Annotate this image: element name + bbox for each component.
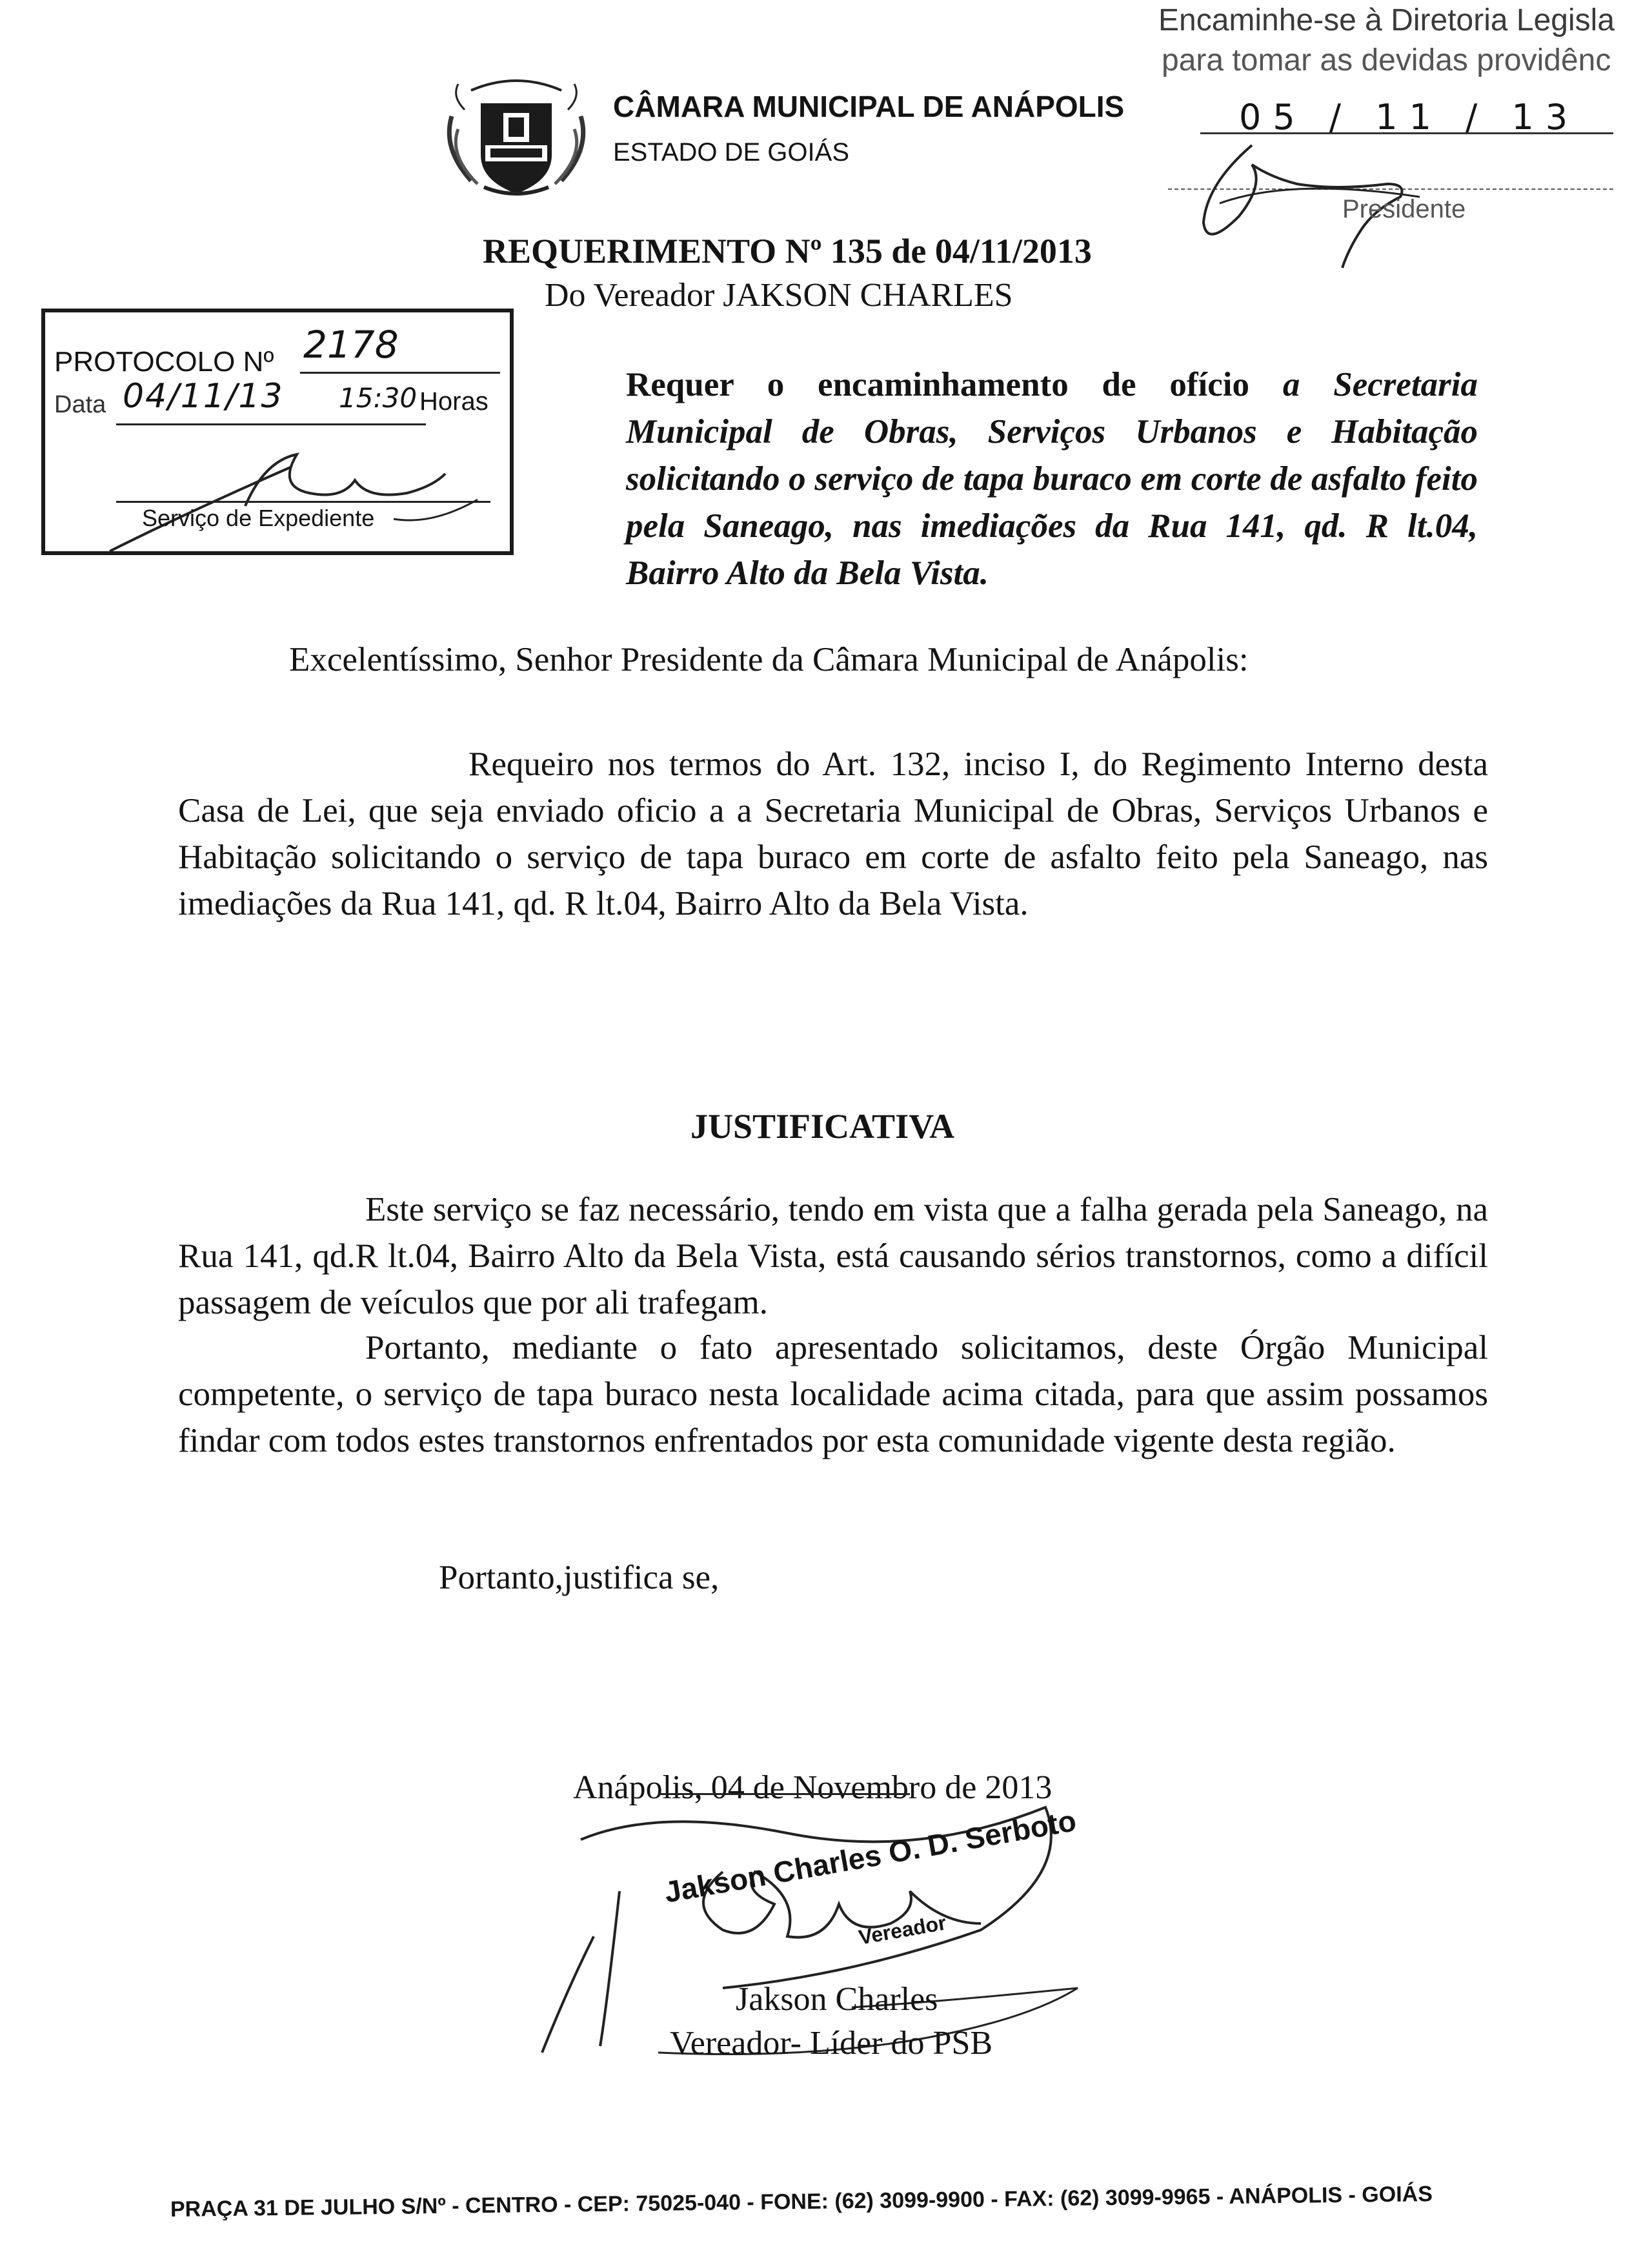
request-summary-text: a Secretaria Municipal de Obras, Serviços Urbanos e Habitação solicitando o serviço de tapa buraco em corte de asfalto feito pela Saneago, nas imediações da Rua 141, qd. R lt.04, Bairro Alto da Bela Vista. — [626, 366, 1478, 592]
protocol-hours-label: Horas — [419, 387, 489, 416]
name-stamp-role: Vereador — [856, 1911, 948, 1949]
footer-address: PRAÇA 31 DE JULHO S/Nº - CENTRO - CEP: 75025-040 - FONE: (62) 3099-9900 - FAX: (62) 3099-9965 - ANÁPOLIS - GOIÁS — [170, 2182, 1433, 2222]
request-summary — [626, 361, 1478, 597]
protocol-date: 04/11/13 — [123, 377, 284, 416]
request-summary-lead: Requer o encaminhamento de ofício — [626, 366, 1250, 403]
institution-name: CÂMARA MUNICIPAL DE ANÁPOLIS — [613, 90, 1125, 123]
justification-paragraph-1: Este serviço se faz necessário, tendo em vista que a falha gerada pela Saneago, na Rua 141, qd.R lt.04, Bairro Alto da Bela Vista, está causando sérios transtornos, como a difícil passagem de veículos que por ali trafegam. — [178, 1191, 1488, 1321]
municipal-crest-icon — [445, 77, 587, 200]
document-author: Do Vereador JAKSON CHARLES — [545, 277, 1013, 314]
dispatch-date: 05 / 11 / 13 — [1239, 97, 1580, 137]
salutation: Excelentíssimo, Senhor Presidente da Câmara Municipal de Anápolis: — [289, 641, 1249, 678]
protocol-service-label: Serviço de Expediente — [142, 505, 375, 531]
request-paragraph: Requeiro nos termos do Art. 132, inciso I, do Regimento Interno desta Casa de Lei, que seja enviado oficio a a Secretaria Municipal de Obras, Serviços Urbanos e Habitação solicitando o serviço de tapa buraco em corte de asfalto feito pela Saneago, nas imediações da Rua 141, qd. R lt.04, Bairro Alto da Bela Vista. — [178, 746, 1488, 922]
institution-state: ESTADO DE GOIÁS — [613, 138, 849, 167]
closing-line: Portanto,justifica se, — [439, 1559, 720, 1596]
place-and-date: Anápolis, 04 de Novembro de 2013 — [573, 1769, 1053, 1806]
dispatch-note-line1: Encaminhe-se à Diretoria Legisla — [1158, 3, 1615, 37]
protocol-number-line — [300, 372, 500, 374]
signer-name: Jakson Charles — [736, 1981, 938, 2018]
justification-heading: JUSTIFICATIVA — [690, 1107, 955, 1146]
protocol-number: 2178 — [303, 323, 399, 367]
protocol-label: PROTOCOLO Nº — [54, 346, 274, 378]
document-title: REQUERIMENTO Nº 135 de 04/11/2013 — [483, 232, 1092, 270]
dispatch-note-line2: para tomar as devidas providênc — [1162, 43, 1611, 77]
protocol-date-line — [116, 423, 426, 425]
protocol-date-label: Data — [54, 391, 106, 418]
protocol-time: 15:30 — [339, 382, 418, 414]
dispatch-role: Presidente — [1342, 195, 1466, 223]
protocol-signature — [84, 429, 484, 558]
name-stamp: Jakson Charles O. D. Serboto — [661, 1803, 1079, 1909]
protocol-signature-line — [116, 501, 490, 503]
justification-paragraph-2: Portanto, mediante o fato apresentado solicitamos, deste Órgão Municipal competente, o serviço de tapa buraco nesta localidade acima citada, para que assim possamos findar com todos estes transtornos enfrentados por esta comunidade vigente desta região. — [178, 1329, 1488, 1459]
protocol-stamp — [41, 309, 514, 555]
signer-role: Vereador- Líder do PSB — [670, 2025, 993, 2062]
dispatch-date-line — [1200, 132, 1613, 134]
